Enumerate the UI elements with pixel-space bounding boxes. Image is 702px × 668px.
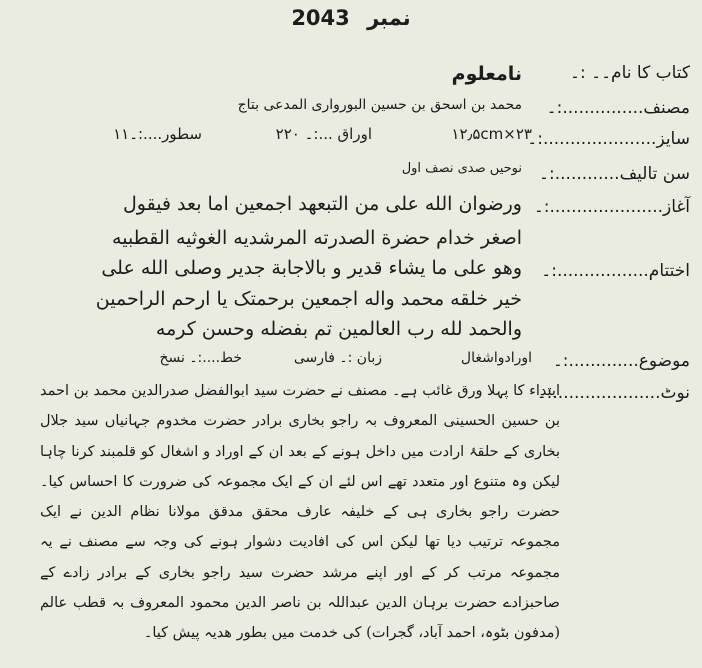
value-start-line-2: اصغر خدام حضرة الصدرته المرشدیه الغوثیه القطبیه bbox=[112, 227, 522, 249]
size-row bbox=[52, 125, 532, 147]
value-end-line-1: وهو علی ما یشاء قدیر و بالاجابة جدیر وصلی الله علی bbox=[101, 257, 522, 279]
value-size-lines: سطور....:۔۱۱ bbox=[113, 125, 202, 143]
label-note: نوٹ....................:۔ bbox=[536, 383, 690, 403]
value-note: ابتداء کا پہلا ورق غائب ہے۔ مصنف نے حضرت سید ابوالفضل صدرالدین محمد بن احمد بن حسین الحسینی المعروف بہ راجو بخاری برادر حضرت مخدوم جہانیاں سید جلال بخاری کے حلقۂ ارادت میں داخل ہونے کے بعد ان کے اوراد و اشغال کو قلمبند کرنا چاہا لیکن وہ متنوع اور متعدد تھے اس لئے ان کے ایک مجموعہ کی ضرورت کا احساس کیا۔ حضرت راجو بخاری ہی کے خلیفہ عارف محقق مدقق مولانا نظام الدین نے ایک مجموعہ ترتیب دیا تھا لیکن اس کی افادیت دشوار ہونے کی وجہ سے مصنف نے یہ مجموعہ مرتب کر کے اور اپنے مرشد حضرت سید راجو بخاری کے برادر زادے کے صاحبزادے حضرت برہان الدین عبداللہ بن ناصر الدین محمود المعروف بہ قطب عالم (مدفون بٹوہ، احمد آباد، گجرات) کی خدمت میں بطور ھدیہ پیش کیا۔ bbox=[40, 383, 560, 642]
catalog-number-label: نمبر bbox=[367, 6, 411, 30]
value-date: نوحیں صدی نصف اول bbox=[401, 161, 522, 176]
catalog-number-heading bbox=[0, 6, 702, 30]
label-date: سن تالیف............:۔ bbox=[539, 164, 690, 184]
value-subject-script: خط....:۔ نسخ bbox=[159, 350, 242, 366]
label-author: مصنف...............:۔ bbox=[546, 98, 690, 118]
value-size-folios: اوراق ...:۔ ۲۲۰ bbox=[275, 125, 372, 143]
label-start: آغاز.....................:۔ bbox=[533, 197, 690, 217]
value-end-line-2: خیر خلقه محمد واله اجمعین برحمتک یا ارحم الراحمین bbox=[95, 288, 522, 310]
label-size: سایز.....................:۔ bbox=[527, 129, 690, 149]
value-subject-topic: اورادواشغال bbox=[460, 350, 532, 366]
label-title: کتاب کا نام۔۔ :۔ bbox=[570, 63, 690, 83]
catalog-number: 2043 bbox=[291, 6, 350, 30]
subject-row bbox=[52, 350, 532, 372]
value-end-line-3: والحمد لله رب العالمین تم بفضله وحسن کرمه bbox=[155, 318, 522, 340]
value-size-dimensions: ۲۳×۱۲٫۵cm bbox=[451, 125, 532, 143]
label-end: اختتام.................:۔ bbox=[541, 261, 690, 281]
label-subject: موضوع.............:۔ bbox=[552, 351, 690, 371]
value-author: محمد بن اسحق بن حسین البورواری المدعی بتاج bbox=[237, 97, 522, 113]
value-subject-language: زبان :۔ فارسی bbox=[293, 350, 382, 366]
value-title: نامعلوم bbox=[451, 63, 522, 85]
value-start-line-1: ورضوان الله علی من التبعهد اجمعین اما بعد فیقول bbox=[122, 193, 522, 215]
